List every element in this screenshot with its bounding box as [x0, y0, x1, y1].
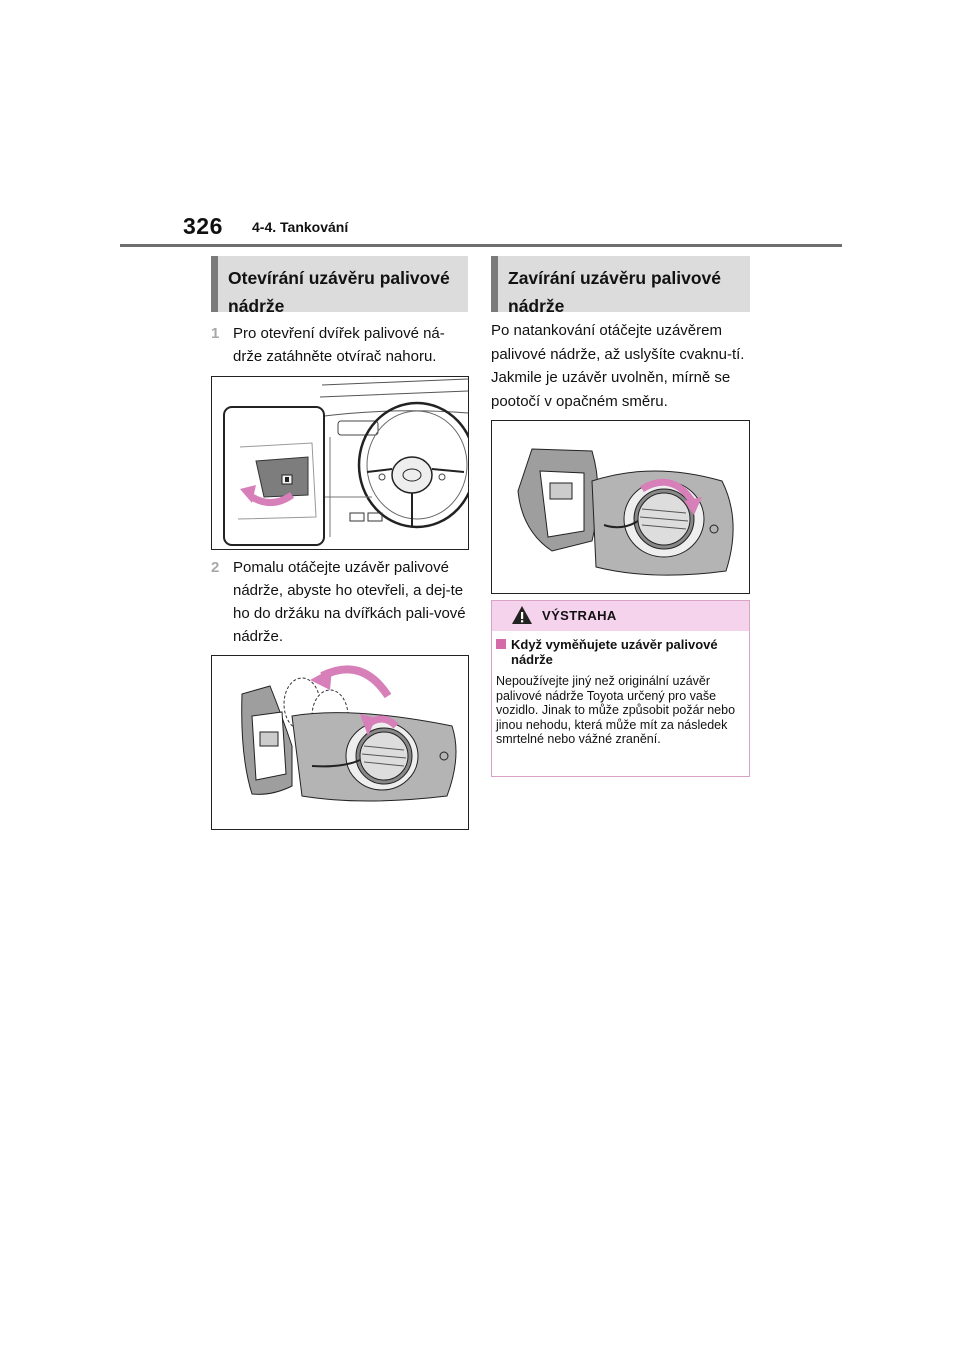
warning-title: VÝSTRAHA	[542, 608, 617, 623]
heading-close-fuel-cap: Zavírání uzávěru palivové nádrže	[491, 256, 750, 312]
header-divider	[120, 244, 842, 247]
closing-instructions: Po natankování otáčejte uzávěrem palivové nádrže, až uslyšíte cvaknu-tí. Jakmile je uzávěr uvolněn, mírně se pootočí v opačném směru.	[491, 322, 745, 410]
heading-open-fuel-cap: Otevírání uzávěru palivové nádrže	[211, 256, 468, 312]
section-title: 4-4. Tankování	[252, 219, 349, 235]
warning-body: Nepoužívejte jiný než originální uzávěr palivové nádrže Toyota určený pro vaše vozidlo. Jinak to může způsobit požár nebo jinou nehodu, která může mít za následek smrtelné nebo vážné zranění.	[496, 674, 736, 746]
warning-box	[491, 600, 750, 777]
figure-closing-fuel-cap	[491, 420, 750, 594]
step-text: Pro otevření dvířek palivové ná-drže zatáhněte otvírač nahoru.	[233, 325, 445, 365]
fuel-pump-icon	[285, 477, 289, 482]
step-2	[211, 556, 469, 648]
step-1	[211, 322, 469, 368]
warning-header	[492, 601, 749, 631]
figure-fuel-door-opener	[211, 376, 469, 550]
page-number: 326	[183, 213, 223, 239]
warning-subtitle: Když vyměňujete uzávěr palivové nádrže	[511, 637, 718, 667]
bullet-square-icon	[496, 639, 506, 649]
step-number: 2	[211, 559, 220, 576]
figure-removing-fuel-cap	[211, 655, 469, 830]
step-text: Pomalu otáčejte uzávěr palivové nádrže, abyste ho otevřeli, a dej-te ho do držáku na dvířkách pali-vové nádrže.	[233, 559, 466, 645]
warning-triangle-icon	[511, 605, 533, 625]
step-number: 1	[211, 325, 220, 342]
warning-subtitle-row	[496, 637, 746, 667]
